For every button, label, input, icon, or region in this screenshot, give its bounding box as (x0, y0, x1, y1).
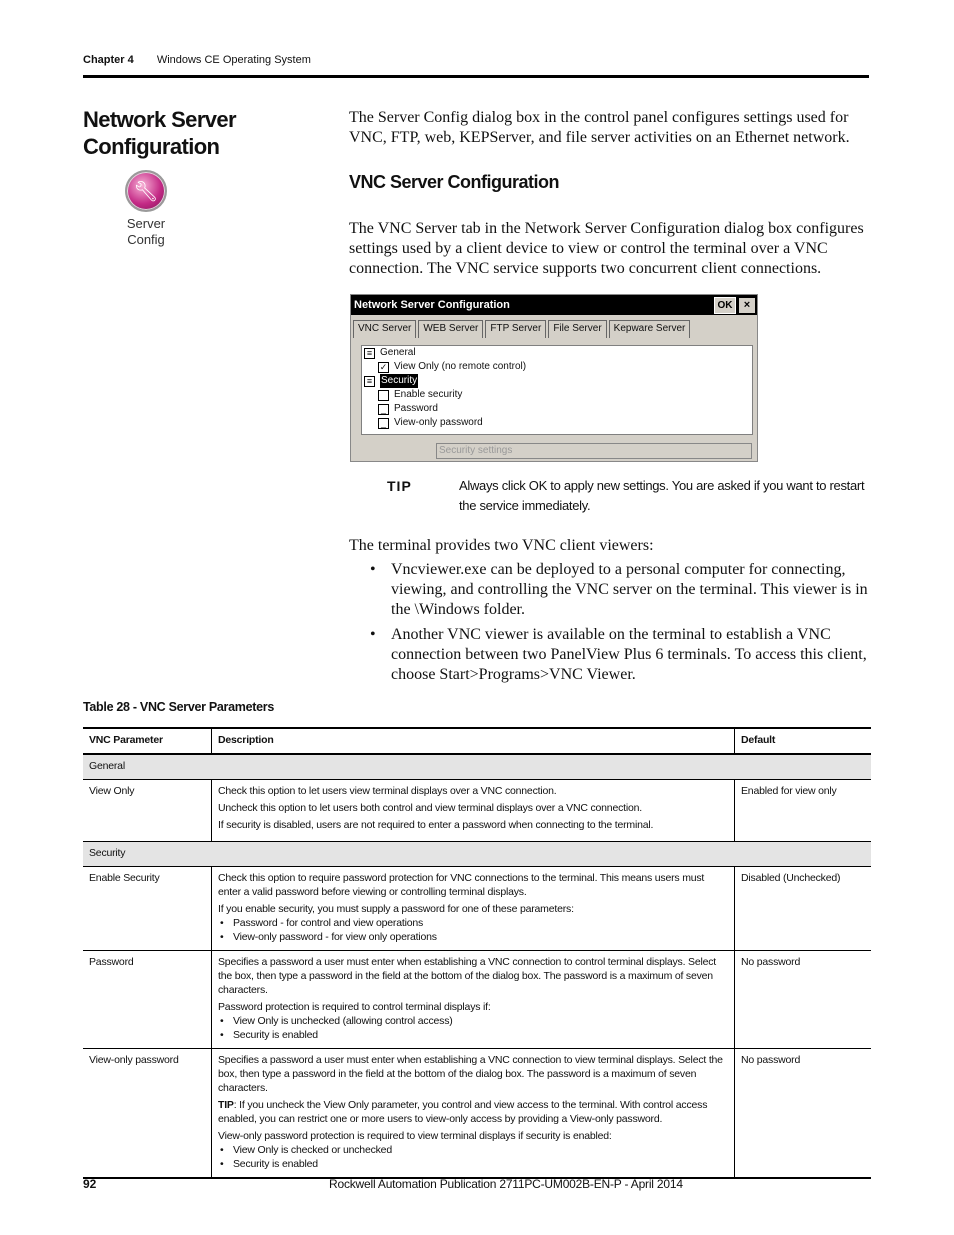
dialog-titlebar (351, 295, 757, 315)
network-server-dialog-screenshot (350, 294, 758, 462)
page-number: 92 (83, 1177, 97, 1191)
tab-vnc-server: VNC Server (353, 320, 416, 338)
tree-view-only: ✓ View Only (no remote control) (379, 361, 527, 372)
column-header: Description (212, 728, 735, 754)
viewers-intro: The terminal provides two VNC client viewers: (349, 537, 654, 554)
checkbox-icon (378, 390, 389, 401)
checkbox-checked-icon: ✓ (379, 361, 388, 372)
dialog-title: Network Server Configuration (354, 299, 510, 311)
chapter-title: Windows CE Operating System (156, 54, 311, 66)
tree-enable-security: Enable security (362, 388, 752, 402)
wrench-icon: 🔧︎ (125, 170, 167, 212)
icon-label: Server Config (126, 216, 166, 247)
table-row: View Only Check this option to let users view terminal displays over a VNC connection. Uncheck this option to let users both control and view terminal displays over a VNC connection. If security is disabled, users are not required to enter a password when connecting to the terminal. Enabled for view only (83, 780, 871, 842)
section-title: Network Server Configuration (83, 107, 237, 159)
settings-tree (361, 345, 753, 435)
bullet-icon: • (370, 561, 376, 578)
vnc-paragraph: The VNC Server tab in the Network Server Configuration dialog box configures settings used by a client device to view or control the terminal over a VNC connection. The VNC service supports two concurrent client connections. (349, 220, 864, 277)
tab-ftp-server: FTP Server (485, 320, 546, 338)
tip-text: Always click OK to apply new settings. You are asked if you want to restart the service immediately. (459, 478, 865, 513)
table-caption: Table 28 - VNC Server Parameters (83, 700, 274, 714)
field-icon: _ (378, 404, 389, 415)
tree-general: ≡ General (362, 346, 752, 360)
tree-security: ≡ Security (362, 374, 752, 388)
tab-kepware-server: Kepware Server (609, 320, 691, 338)
tip-label: TIP (387, 478, 412, 494)
viewers-list (370, 560, 869, 690)
bullet-icon: • (370, 626, 376, 643)
tab-file-server: File Server (548, 320, 606, 338)
field-icon: _ (378, 418, 389, 429)
table-row: View-only password Specifies a password a user must enter when establishing a VNC connection to view terminal displays. Select the box, then type a password in the field at the bottom of the dialog box. The password is a maximum of seven characters. TIP: If you uncheck the View Only parameter, you control and view access to the terminal. With control access enabled, you can restrict one or more users to view-only access by providing a View-only password. View-only password protection is required to view terminal displays if security is enabled: • View Only is checked or unchecked • Security is enabled No password (83, 1049, 871, 1179)
table-group-row: Security (83, 842, 871, 867)
column-header: VNC Parameter (83, 728, 212, 754)
folder-icon: ≡ (364, 376, 375, 387)
security-settings-field: Security settings (436, 443, 752, 459)
chapter-number: Chapter 4 (83, 54, 134, 66)
header-rule (83, 75, 869, 78)
dialog-tabs (353, 320, 692, 338)
table-header-row (83, 728, 871, 754)
running-header (83, 54, 311, 66)
table-row: Password Specifies a password a user must enter when establishing a VNC connection to control terminal displays. Select the box, then type a password in the field at the bottom of the dialog box. The password is a maximum of seven characters. Password protection is required to control terminal displays if: • View Only is unchecked (allowing control access) • Security is enabled No password (83, 951, 871, 1049)
tree-password: _ Password (362, 402, 752, 416)
server-config-icon (118, 170, 174, 248)
close-icon: × (739, 298, 755, 313)
intro-paragraph: The Server Config dialog box in the control panel configures settings used for VNC, FTP, web, KEPServer, and file server activities on an Ethernet network. (349, 109, 850, 146)
list-item: • Another VNC viewer is available on the terminal to establish a VNC connection between two PanelView Plus 6 terminals. To access this client, choose Start>Programs>VNC Viewer. (370, 626, 867, 683)
publication-info: Rockwell Automation Publication 2711PC-UM002B-EN-P - April 2014 (329, 1177, 683, 1191)
column-header: Default (735, 728, 872, 754)
table-row: Enable Security Check this option to require password protection for VNC connections to the terminal. This means users must enter a valid password before viewing or controlling terminal displays. If you enable security, you must supply a password for one of these parameters: • Password - for control and view operations • View-only password - for view only operations Disabled (Unchecked) (83, 867, 871, 951)
ok-button: OK (714, 297, 736, 314)
tree-view-only-password: _ View-only password (362, 416, 752, 430)
table-group-row: General (83, 754, 871, 780)
list-item: • Vncviewer.exe can be deployed to a personal computer for connecting, viewing, and controlling the VNC server on the terminal. This viewer is in the \Windows folder. (370, 561, 868, 618)
vnc-parameters-table (83, 727, 871, 1179)
tab-web-server: WEB Server (418, 320, 483, 338)
subsection-title: VNC Server Configuration (349, 172, 560, 192)
folder-icon: ≡ (364, 348, 375, 359)
